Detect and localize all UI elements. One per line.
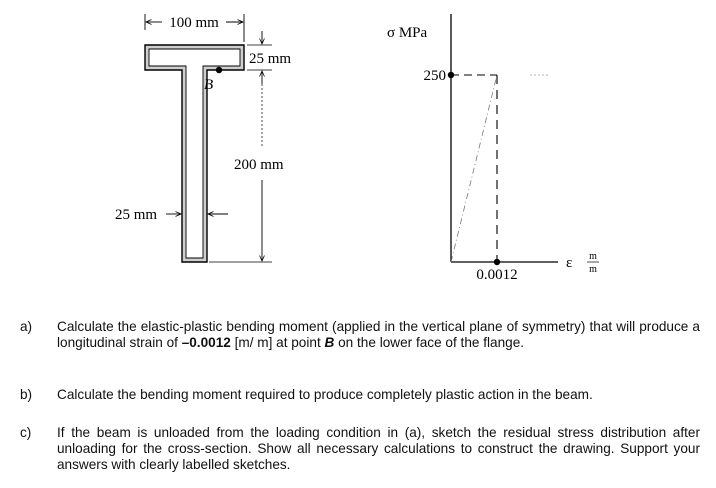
yield-stress-point xyxy=(448,72,454,78)
point-b-reference: B xyxy=(324,335,335,350)
stress-axis-label: σ MPa xyxy=(387,25,428,41)
question-label: a) xyxy=(20,319,33,334)
t-beam-cross-section xyxy=(145,45,244,262)
question-text: Calculate the bending moment required to produce completely plastic action in the beam. xyxy=(57,387,593,402)
web-height-dimension xyxy=(209,84,272,262)
strain-axis-label: ε xyxy=(566,255,573,271)
question-b xyxy=(20,387,700,407)
web-height-label: 200 mm xyxy=(234,157,284,173)
elastic-line xyxy=(451,75,497,262)
point-b-marker xyxy=(216,67,222,73)
point-b-label: B xyxy=(204,77,214,93)
yield-strain-point xyxy=(494,259,500,265)
question-c xyxy=(20,425,700,475)
question-text: If the beam is unloaded from the loading condition in (a), sketch the residual stress distribution after unloading for the cross-section. Show all necessary calculations to construct the drawing. Support your answers with clearly labelled sketches. xyxy=(57,425,700,472)
strain-value: –0.0012 xyxy=(181,335,231,350)
question-label: c) xyxy=(20,425,32,440)
question-label: b) xyxy=(20,387,33,402)
flange-width-label: 100 mm xyxy=(169,15,219,31)
strain-unit-denominator: m xyxy=(589,264,597,275)
question-text: Calculate the elastic-plastic bending moment (applied in the vertical plane of symmetry) that will produce a longitudinal strain of –0.0012 [m/ m] at point B on the lower face of the flange. xyxy=(57,319,700,350)
question-a xyxy=(20,319,700,369)
yield-stress-label: 250 xyxy=(423,68,446,84)
stress-strain-diagram xyxy=(448,14,558,265)
flange-thickness-label: 25 mm xyxy=(249,51,292,67)
yield-strain-label: 0.0012 xyxy=(476,267,518,283)
strain-unit-numerator: m xyxy=(589,251,597,262)
web-thickness-label: 25 mm xyxy=(115,207,158,223)
